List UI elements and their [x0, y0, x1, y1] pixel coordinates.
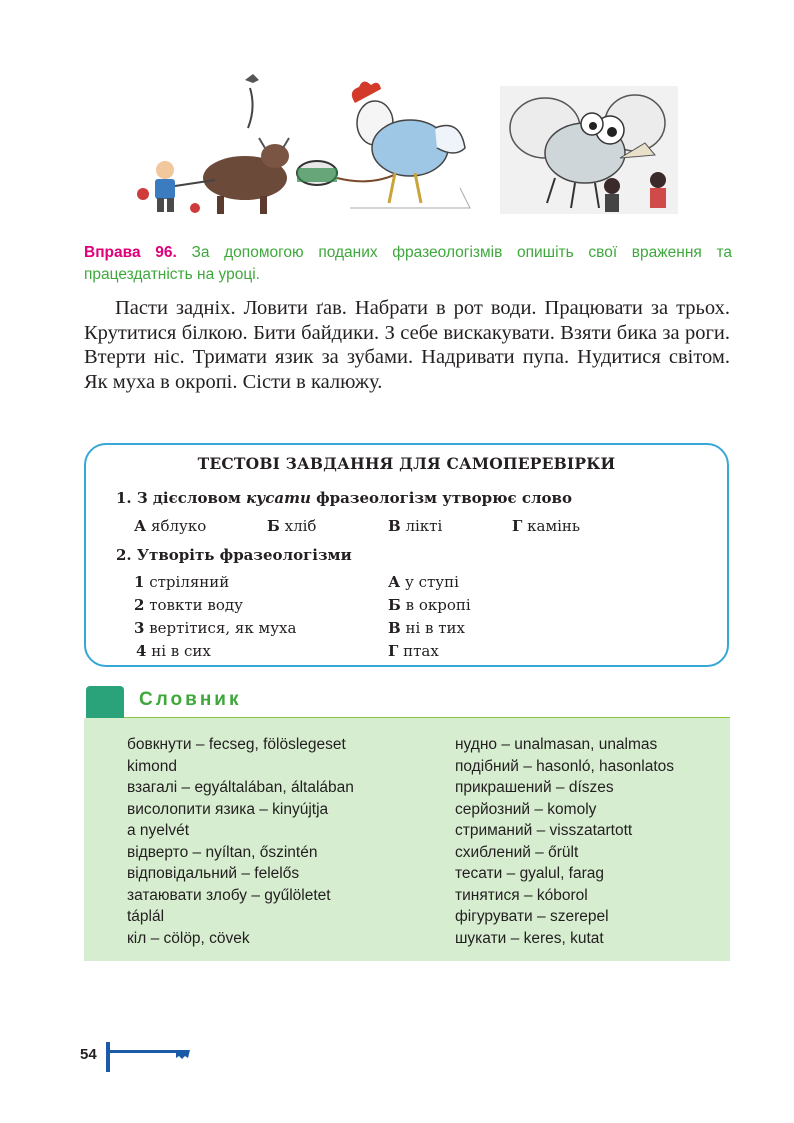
dictionary-line: стриманий – visszatartott	[455, 822, 633, 839]
q2-right-a: А у ступі	[388, 573, 459, 591]
dictionary-line: фігурувати – szerepel	[455, 908, 609, 925]
q2-right-v: В ні в тих	[388, 619, 465, 637]
q2-left-1: 1 стріляний	[134, 573, 230, 591]
question-1-keyword: кусати	[246, 489, 311, 507]
q2-left-4: 4 ні в сих	[136, 642, 211, 660]
dictionary-line: висолопити язика – kinyújtja	[127, 800, 329, 818]
q2-right-b: Б в окропі	[388, 596, 471, 614]
dictionary-line: шукати – keres, kutat	[455, 929, 604, 947]
q1-option-a: А яблуко	[134, 517, 207, 535]
dictionary-line: táplál	[127, 908, 165, 925]
question-1-suffix: фразеологізм утворює слово	[310, 489, 572, 507]
dictionary-line: серйозний – komoly	[455, 800, 597, 818]
q1-option-b: Б хліб	[267, 517, 317, 535]
dictionary-line: відверто – nyíltan, őszintén	[127, 843, 318, 861]
test-box	[84, 443, 729, 667]
dictionary-title: Словник	[139, 689, 242, 710]
dictionary-body	[84, 718, 730, 961]
dictionary-line: відповідальний – felelős	[127, 865, 300, 882]
dictionary-column-left	[127, 734, 427, 949]
q2-left-3: 3 вертітися, як муха	[134, 619, 297, 637]
test-title: ТЕСТОВІ ЗАВДАННЯ ДЛЯ САМОПЕРЕВІРКИ	[197, 454, 616, 473]
dictionary-line: подібний – hasonló, hasonlatos	[455, 757, 675, 775]
page-number: 54	[80, 1046, 97, 1063]
question-1-prefix: 1. З дієсловом	[116, 489, 247, 507]
bull-and-boy-illustration	[135, 68, 295, 218]
question-1	[116, 489, 572, 507]
footer-rule	[104, 1040, 194, 1076]
dictionary-column-right	[455, 734, 725, 949]
q2-left-2: 2 товкти воду	[134, 596, 243, 614]
dictionary-line: бовкнути – fecseg, fölöslegeset	[127, 736, 346, 753]
exercise-instruction	[84, 242, 732, 286]
question-2: 2. Утворіть фразеологізми	[116, 546, 352, 564]
rooster-illustration	[295, 68, 475, 218]
exercise-instruction-text: За допомогою поданих фразеологізмів опишіть свої враження та працездатність на уроці.	[84, 244, 732, 283]
dictionary-header	[84, 686, 730, 718]
dictionary-line: нудно – unalmasan, unalmas	[455, 736, 658, 753]
dictionary-line: прикрашений – díszes	[455, 779, 614, 796]
dictionary-line: a nyelvét	[127, 822, 190, 839]
exercise-text: Пасти задніх. Ловити ґав. Набрати в рот води. Працювати за трьох. Крутитися білкою. Бити байдики. З себе вискакувати. Взяти бика за роги. Втерти ніс. Тримати язик за зубами. Надривати пупа. Нудитися світом. Як муха в окропі. Сісти в калюжу.	[84, 297, 730, 393]
exercise-number: Вправа 96.	[84, 244, 177, 261]
page-footer	[80, 1040, 200, 1080]
q1-option-g: Г камінь	[512, 517, 581, 535]
dictionary-line: кіл – cölöp, cövek	[127, 929, 250, 947]
illustrations	[135, 68, 680, 218]
dictionary-line: схиблений – őrült	[455, 843, 579, 861]
dictionary-line: kimond	[127, 757, 177, 775]
dictionary-line: взагалі – egyáltalában, általában	[127, 779, 354, 796]
q1-option-v: В лікті	[388, 517, 443, 535]
dictionary-line: тинятися – kóborol	[455, 886, 588, 904]
fly-and-children-illustration	[500, 68, 680, 218]
dictionary-line: тесати – gyalul, farag	[455, 865, 605, 882]
q2-right-g: Г птах	[388, 642, 439, 660]
dictionary-line: затаювати злобу – gyűlöletet	[127, 886, 331, 904]
